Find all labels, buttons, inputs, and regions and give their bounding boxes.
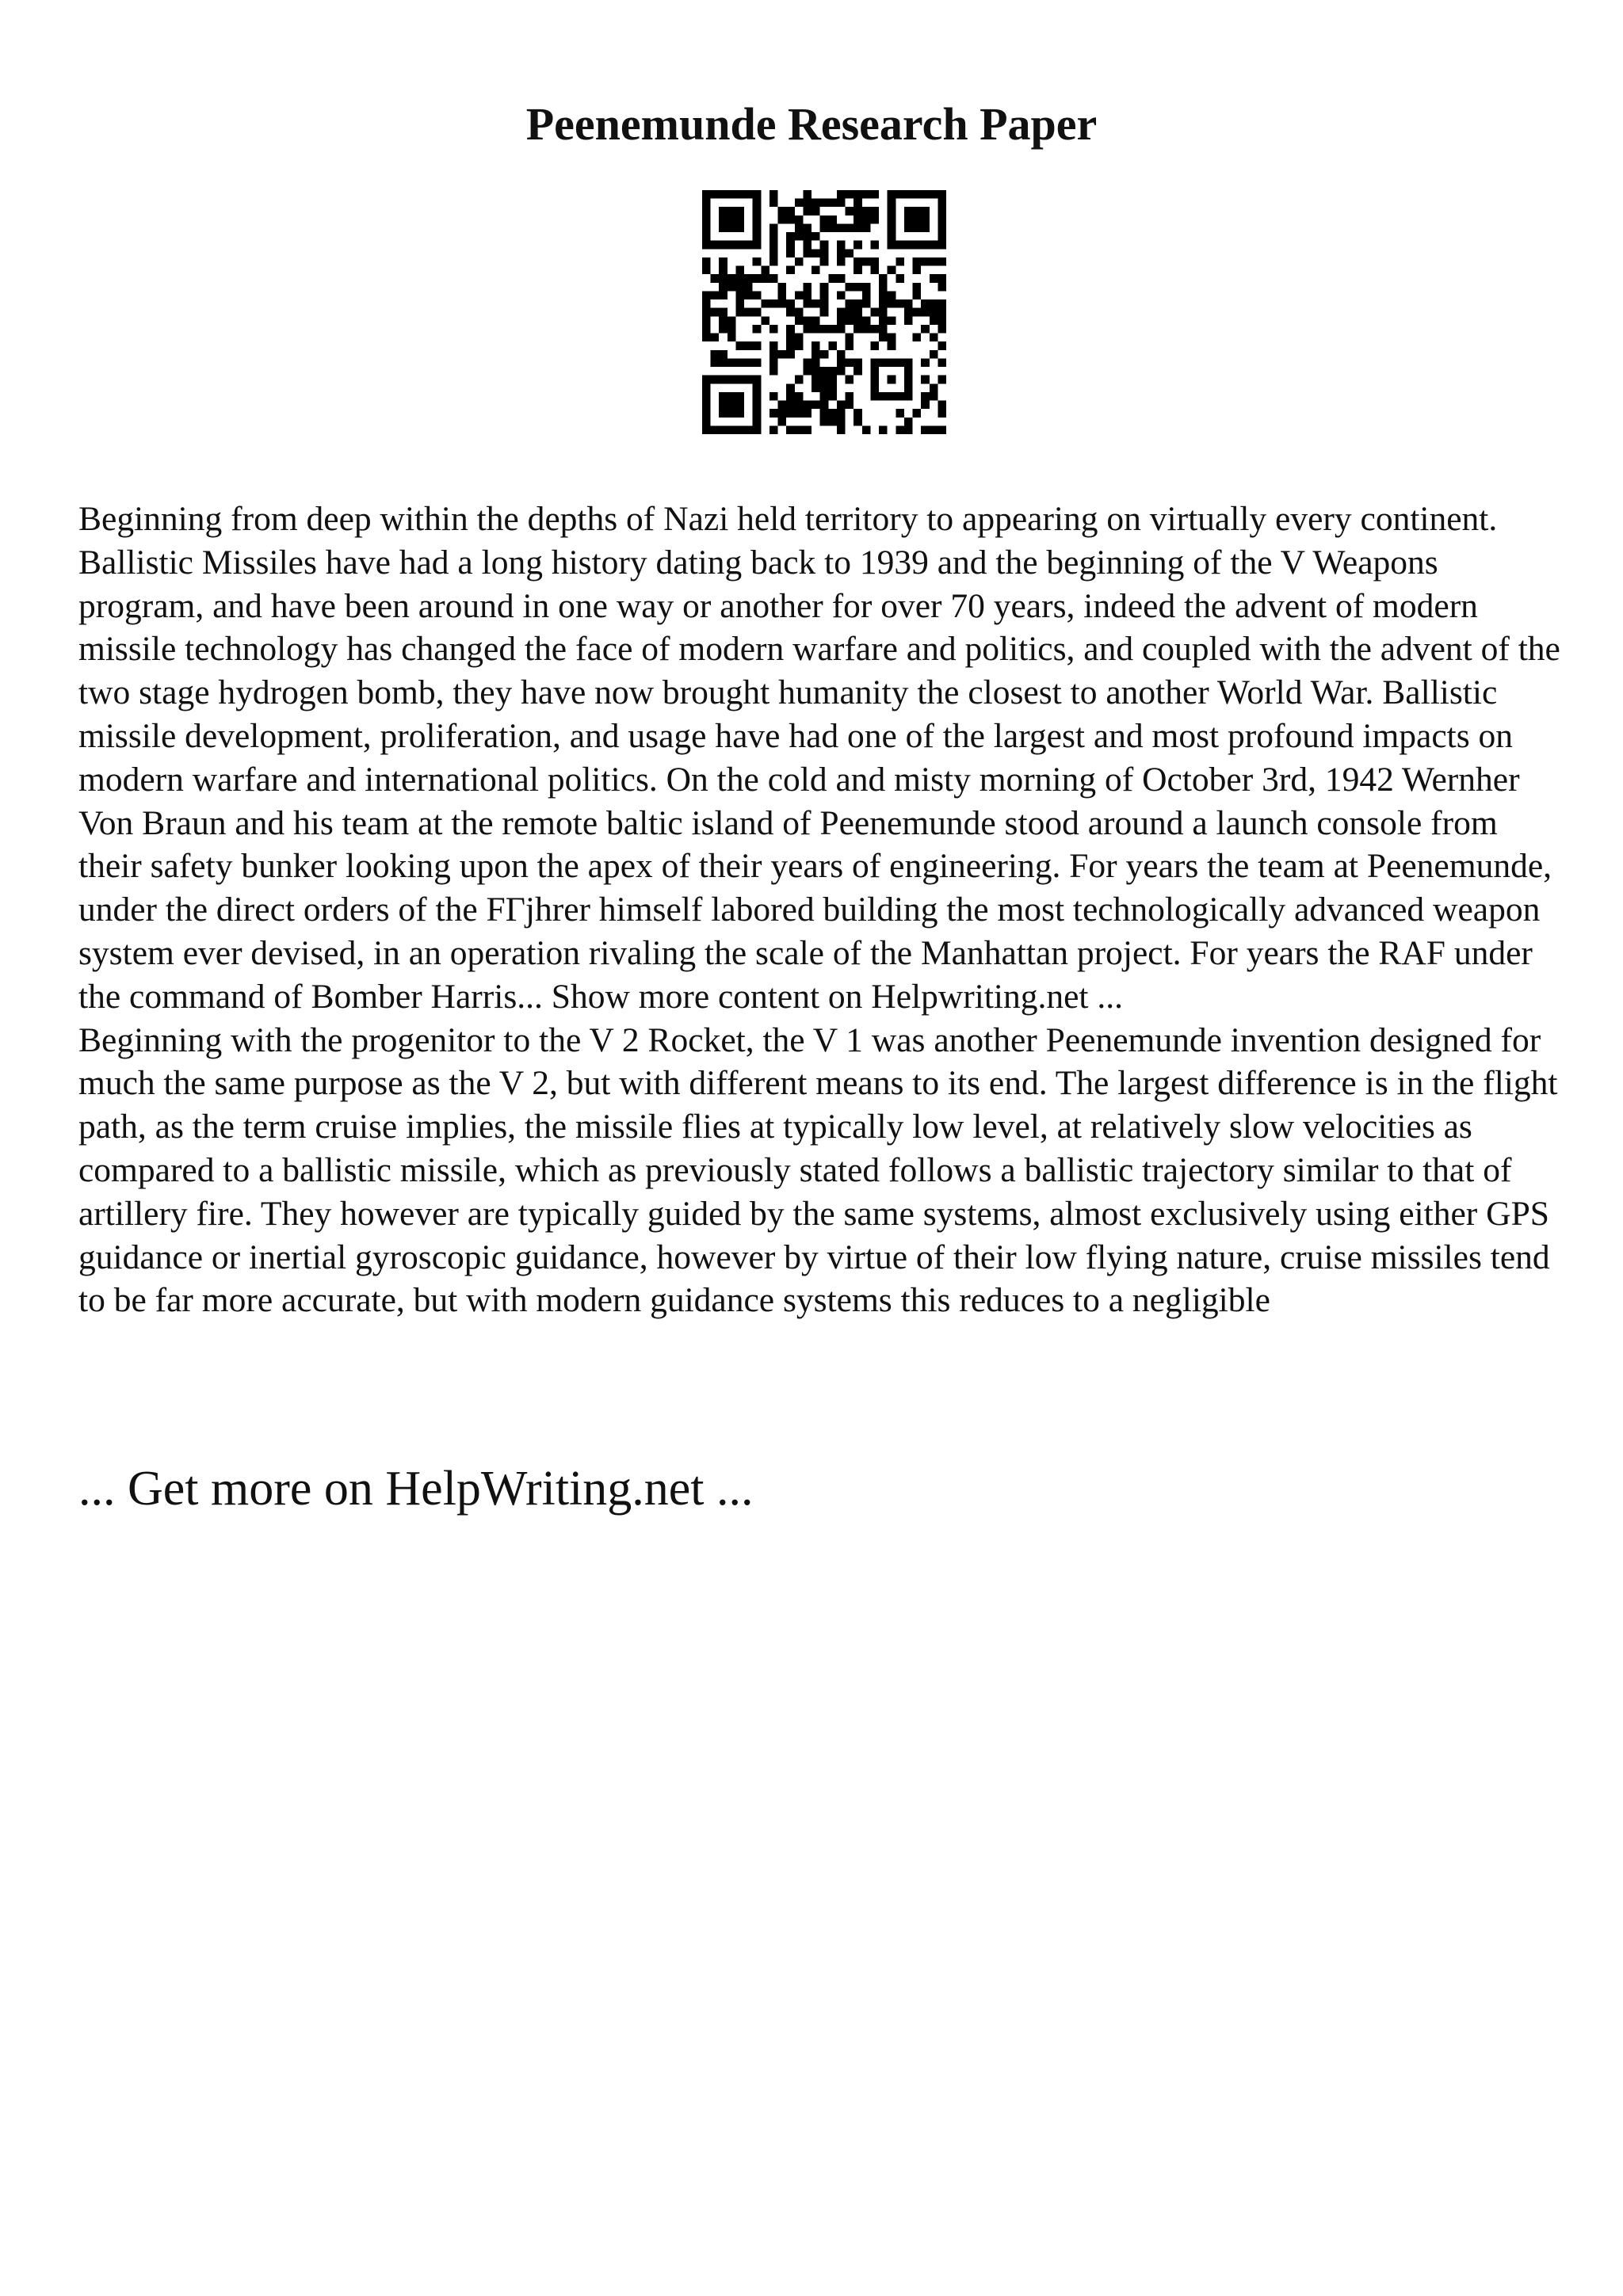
article-body [78,498,1564,1322]
paragraph-2: Beginning with the progenitor to the V 2 Rocket, the V 1 was another Peenemunde invention designed for much the same purpose as the V 2, but with different means to its end. The largest difference is in the flight path, as the term cruise implies, the missile flies at typically low level, at relatively slow velocities as compared to a ballistic missile, which as previously stated follows a ballistic trajectory similar to that of artillery fire. They however are typically guided by the same systems, almost exclusively using either GPS guidance or inertial gyroscopic guidance, however by virtue of their low flying nature, cruise missiles tend to be far more accurate, but with modern guidance systems this reduces to a negligible [78,1020,1558,1320]
page-title: Peenemunde Research Paper [525,98,1098,150]
paragraph-1: Beginning from deep within the depths of Nazi held territory to appearing on virtually every continent. Ballistic Missiles have had a long history dating back to 1939 and the beginning of the V Weapons program, and have been around in one way or another for over 70 years, indeed the advent of modern missile technology has changed the face of modern warfare and politics, and coupled with the advent of the two stage hydrogen bomb, they have now brought humanity the closest to another World War. Ballistic missile development, proliferation, and usage have had one of the largest and most profound impacts on modern warfare and international politics. On the cold and misty morning of October 3rd, 1942 Wernher Von Braun and his team at the remote baltic island of Peenemunde stood around a launch console from their safety bunker looking upon the apex of their years of engineering. For years the team at Peenemunde, under the direct orders of the FΓјhrer himself labored building the most technologically advanced weapon system ever devised, in an operation rivaling the scale of the Manhattan project. For years the RAF under the command of Bomber Harris... Show more content on Helpwriting.net ... [78,500,1560,1016]
get-more-link[interactable]: ... Get more on HelpWriting.net ... [78,1462,754,1516]
qr-code-icon[interactable] [702,190,946,434]
